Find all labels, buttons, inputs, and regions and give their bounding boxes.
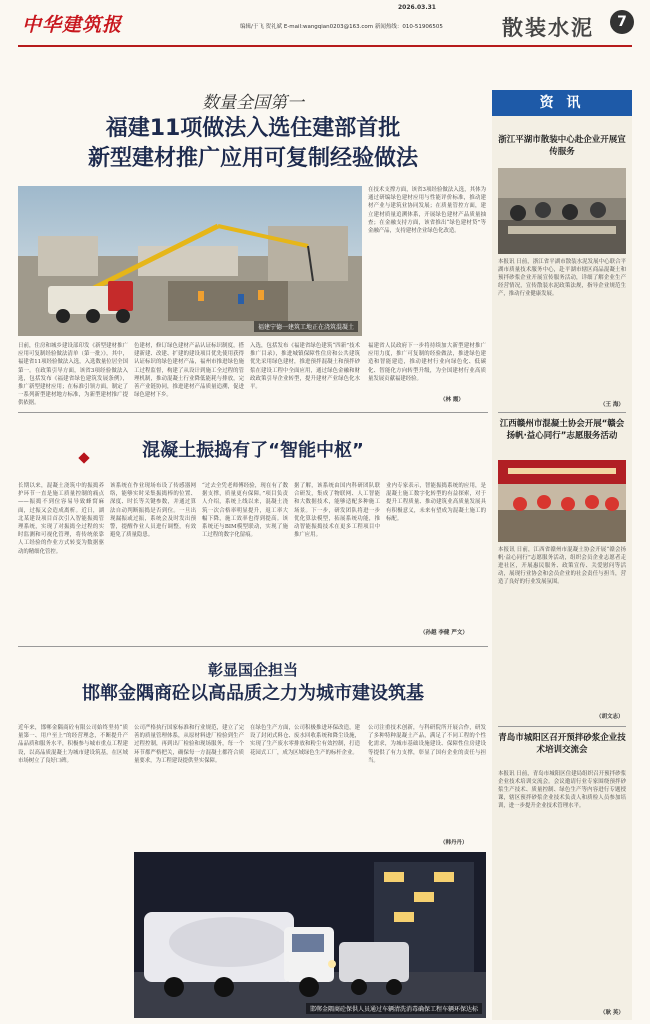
sidebar-item1-photo — [498, 168, 626, 254]
meeting-illustration — [498, 168, 626, 254]
article2-column: 该系统在作业现场布设了传感器网络，能够实时采集振捣棒的位置、深度、时长等关键参数，并通过算法自动判断振捣是否到位。一旦出现漏振或过振，系统会及时发出预警，提醒作业人员进行调整，有效避免了质量隐患。 — [110, 483, 196, 539]
sidebar-item3-text: 本报讯 日前，青岛市城阳区住建局组织召开预拌砂浆企业技术培训交流会。会议邀请行业专家围绕预拌砂浆生产技术、质量控制、绿色生产等内容进行专题授课，辖区预拌砂浆企业技术负责人和质检人员参加培训，进一步提升企业技术管理水平。 — [498, 771, 626, 809]
article1-byline: （林 霞） — [440, 397, 464, 403]
article3-column: 公司严格执行国家标准和行业规范，建立了完善的质量管理体系，从原材料进厂检验到生产过程控制，再到出厂检验和现场服务，每一个环节都严格把关，确保每一方混凝土都符合质量要求，为工程建设提供坚实保障。 — [134, 725, 244, 764]
article3-byline: （韩丹丹） — [440, 840, 468, 846]
mixer-truck-illustration — [134, 852, 486, 1018]
issue-date: 2026.03.31 — [398, 4, 436, 11]
sidebar-item1-title: 浙江平湖市散装中心赴企业开展宣传服务 — [498, 135, 626, 157]
section-divider — [18, 646, 488, 647]
article2-headline: 混凝土振捣有了“智能中枢” — [142, 440, 364, 461]
sidebar-divider — [498, 726, 626, 727]
sidebar-item2-byline: （胡文志） — [596, 714, 624, 720]
article3-photo-caption: 邯郸金隅商砼保供人员通过车辆清洗消毒确保工程车辆环保达标 — [306, 1003, 482, 1014]
article3-photo — [134, 852, 486, 1018]
article1-kicker: 数量全国第一 — [202, 93, 304, 113]
article2-column: 据了解，该系统由国内科研团队联合研发，集成了物联网、人工智能和大数据技术，能够适配多种施工场景。下一步，研发团队将进一步优化算法模型，拓展系统功能，推动智能振捣技术在更多工程项目中推广应用。 — [294, 483, 380, 539]
article1-photo — [18, 186, 362, 336]
construction-site-illustration — [18, 186, 362, 336]
sidebar-header: 资 讯 — [492, 90, 632, 116]
article2-column: 长期以来，混凝土浇筑中的振捣养护环节一直是施工质量控制的痛点——振捣不到位容易导致蜂窝麻面，过振又会造成离析。近日，湖北某建设项目首次引入智能振捣管理系统，实现了对振捣全过程的实时监测和可视化管理，将传统依靠人工经验的作业方式转变为数据驱动的精细化管控。 — [18, 483, 104, 555]
sidebar-item1-byline: （王 海） — [600, 402, 624, 408]
sidebar-item2-title: 江西赣州市混凝土协会开展“赣会扬帆·益心同行”志愿服务活动 — [499, 419, 625, 441]
masthead — [0, 0, 650, 44]
article3-column: 近年来，邯郸金隅商砼有限公司始终坚持“质量第一、用户至上”的经营理念，不断提升产品品质和服务水平，积极参与城市重点工程建设，以高品质混凝土为城市建设筑基，在区域市场树立了良好口碑。 — [18, 725, 128, 764]
article1-column: 色建材，修订绿色建材产品认证标识制度，搭建新建、改建、扩建的建设项目优先使用获得认证标识的绿色建材产品，福州市推进绿色施工过程监督，构建了从设计到施工全过程的管理机制，推动混凝土行业降低能耗与排放，完善产业链协同，推进建材产品质量追溯，促进绿色建材下乡。 — [134, 343, 244, 399]
editor-line: 编辑/于飞 贺礼斌 E-mail:wangqian0203@163.com 新闻热线：010-51906505 — [240, 24, 443, 30]
article1-column: 在技术支撑方面，该省3项经验做法入选，其体为通过研编绿色建材应用与性能评价标准，推动建材产业与建筑业协同发展；在质量管控方面，建立建材质量追溯体系，开展绿色建材产品质量抽查；在金融支持方面，该省推出“绿色建材贷”等金融产品，支持建材企业绿色化改造。 — [368, 187, 486, 235]
article1-column: 入选，包括发布《福建省绿色建筑“四新”技术推广目录》，推进城镇保障性住房和公共建筑优先采用绿色建材，推进预拌混凝土和预拌砂浆在建设工程中全面应用，通过绿色金融和财政政策引导企业转型，提升建材产业绿色化水平。 — [250, 343, 360, 391]
page-number: 7 — [610, 10, 634, 34]
section-divider — [18, 412, 488, 413]
volunteer-event-illustration — [498, 460, 626, 542]
article1-column: 福建省人民政府下一步将持续加大新型建材推广应用力度，推广可复制的经验做法，推进绿色建造和智能建造，推动建材行业向绿色化、低碳化、智能化方向转型升级，为全国建材行业高质量发展贡献福建经验。 — [368, 343, 486, 382]
article3-column: 公司注重技术创新，与科研院所开展合作，研发了多种特种混凝土产品，满足了不同工程的个性化需求，为城市基础设施建设、保障性住房建设等提供了有力支撑，彰显了国有企业的责任与担当。 — [368, 725, 486, 764]
article3-headline-line1: 彰显国企担当 — [207, 661, 298, 679]
sidebar-item1-text: 本报讯 日前，浙江省平湖市散装水泥发展中心联合平湖市质量技术服务中心，赴平湖市辖区商品混凝土和预拌砂浆企业开展宣传服务活动，详细了解企业生产经营情况，宣传散装水泥政策法规，指导企业规范生产，推动行业健康发展。 — [498, 259, 626, 297]
article1-headline-line1: 福建11项做法入选住建部首批 — [105, 116, 401, 141]
sidebar-item3-title: 青岛市城阳区召开预拌砂浆企业技术培训交流会 — [498, 733, 626, 755]
article3-column: 在绿色生产方面，公司积极推进环保改造，建设了封闭式料仓、废水回收系统和降尘设施，实现了生产废水零排放和粉尘有效控制，打造花园式工厂，成为区域绿色生产的标杆企业。 — [250, 725, 360, 756]
article1-headline-line2: 新型建材推广应用可复制经验做法 — [87, 146, 418, 171]
sidebar-item2-text: 本报讯 日前，江西省赣州市混凝土协会开展“赣会扬帆·益心同行”志愿服务活动，组织会员企业志愿者走进社区，开展惠民服务、政策宣传、关爱慰问等活动，展现行业协会和会员企业的社会责任与担当，营造了良好的行业发展氛围。 — [498, 547, 626, 585]
article1-photo-caption: 福建宁德一建筑工地正在浇筑混凝土 — [254, 321, 358, 332]
sidebar-item3-byline: （耿 英） — [600, 1010, 624, 1016]
sidebar-item2-photo — [498, 460, 626, 542]
section-title: 散装水泥 — [502, 16, 594, 40]
article2-column: “过去全凭老师傅经验，现在有了数据支撑，质量更有保障。”项目负责人介绍，系统上线以来，混凝土浇筑一次合格率明显提升，返工率大幅下降，施工效率也得到提高。该系统还与BIM模型联动，实现了施工过程的数字化留痕。 — [202, 483, 288, 539]
article2-byline: （孙越 李健 严文） — [420, 630, 468, 636]
article3-headline-line2: 邯郸金隅商砼以高品质之力为城市建设筑基 — [82, 683, 424, 704]
newspaper-logo: 中华建筑报 — [22, 14, 123, 36]
masthead-rule — [18, 45, 632, 47]
article1-column: 日前，住房和城乡建设部印发《新型建材推广应用可复制经验做法清单（第一批）》，其中，福建省11项经验做法入选，入选数量位居全国第一。在政策引导方面，该省3项经验做法入选，包括发布《福建省绿色建筑发展条例》，推广新型建材应用；在标准引领方面，制定了一系列新型建材地方标准，为新型建材推广提供依据。 — [18, 343, 128, 407]
sidebar-divider — [498, 412, 626, 413]
article2-column: 业内专家表示，智能振捣系统的应用，是混凝土施工数字化转型的有益探索，对于提升工程质量、推动建筑业高质量发展具有积极意义，未来有望成为混凝土施工的标配。 — [386, 483, 486, 522]
